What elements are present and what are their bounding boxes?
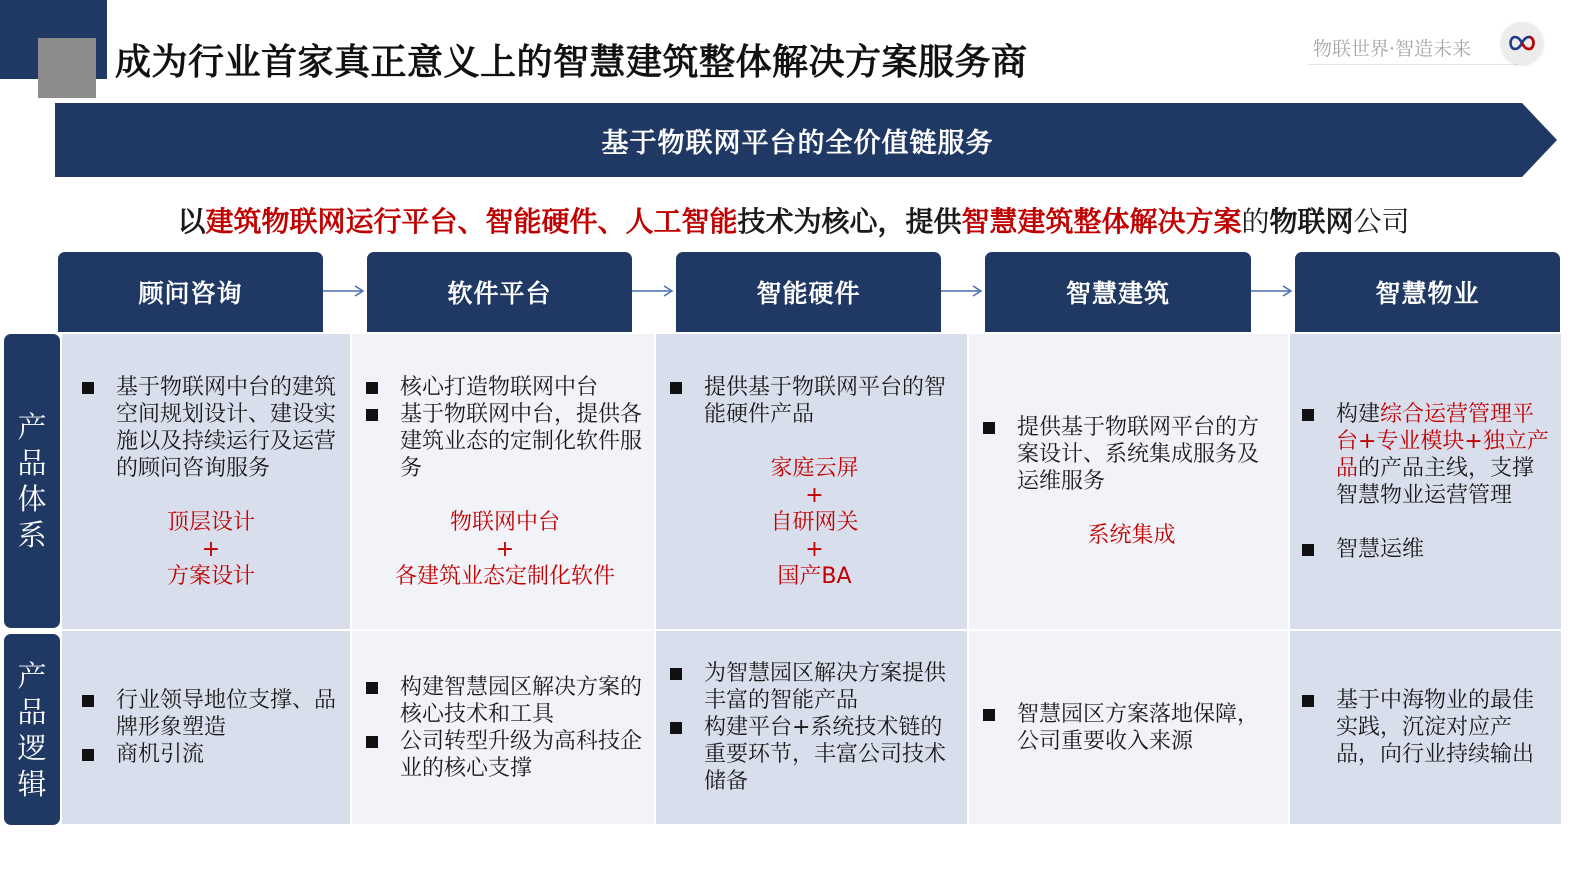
product-logic-hardware: 为智慧园区解决方案提供丰富的智能产品 构建平台+系统技术链的重要环节，丰富公司技术储备 [656,631,967,824]
slogan-divider [1308,64,1518,65]
column-header-consulting: 顾问咨询 [58,252,323,332]
arrow-right-icon [323,284,367,298]
column-header-building: 智慧建筑 [985,252,1251,332]
tagline: 以建筑物联网运行平台、智能硬件、人工智能技术为核心，提供智慧建筑整体解决方案的物联网公司 [177,205,1410,238]
product-logic-consulting: 行业领导地位支撑、品牌形象塑造 商机引流 [62,631,350,824]
column-header-property: 智慧物业 [1295,252,1560,332]
company-logo-icon [1501,22,1543,64]
page-title: 成为行业首家真正意义上的智慧建筑整体解决方案服务商 [115,42,1028,83]
row-label-product-logic: 产 品 逻 辑 [4,634,60,825]
slogan: 物联世界·智造未来 [1313,38,1472,60]
arrow-right-icon [941,284,985,298]
product-system-building: 提供基于物联网平台的方案设计、系统集成服务及运维服务 系统集成 [969,334,1288,629]
product-logic-building: 智慧园区方案落地保障，公司重要收入来源 [969,631,1288,824]
product-logic-software: 构建智慧园区解决方案的核心技术和工具 公司转型升级为高科技企业的核心支撑 [352,631,654,824]
value-chain-banner [55,103,1557,177]
product-system-consulting: 基于物联网中台的建筑空间规划设计、建设实施以及持续运行及运营的顾问咨询服务 顶层设计 + 方案设计 [62,334,350,629]
row-label-product-system: 产 品 体 系 [4,334,60,628]
product-system-property: 构建综合运营管理平台+专业模块+独立产品的产品主线，支撑智慧物业运营管理 智慧运维 [1290,334,1561,629]
column-header-hardware: 智能硬件 [676,252,941,332]
product-logic-property: 基于中海物业的最佳实践，沉淀对应产品，向行业持续输出 [1290,631,1561,824]
banner-title: 基于物联网平台的全价值链服务 [601,127,994,159]
arrow-right-icon [632,284,676,298]
column-header-software: 软件平台 [367,252,632,332]
product-system-hardware: 提供基于物联网平台的智能硬件产品 家庭云屏 + 自研网关 + 国产BA [656,334,967,629]
product-system-software: 核心打造物联网中台 基于物联网中台，提供各建筑业态的定制化软件服务 物联网中台 + 各建筑业态定制化软件 [352,334,654,629]
arrow-right-icon [1251,284,1295,298]
corner-decoration-gray [38,38,96,98]
